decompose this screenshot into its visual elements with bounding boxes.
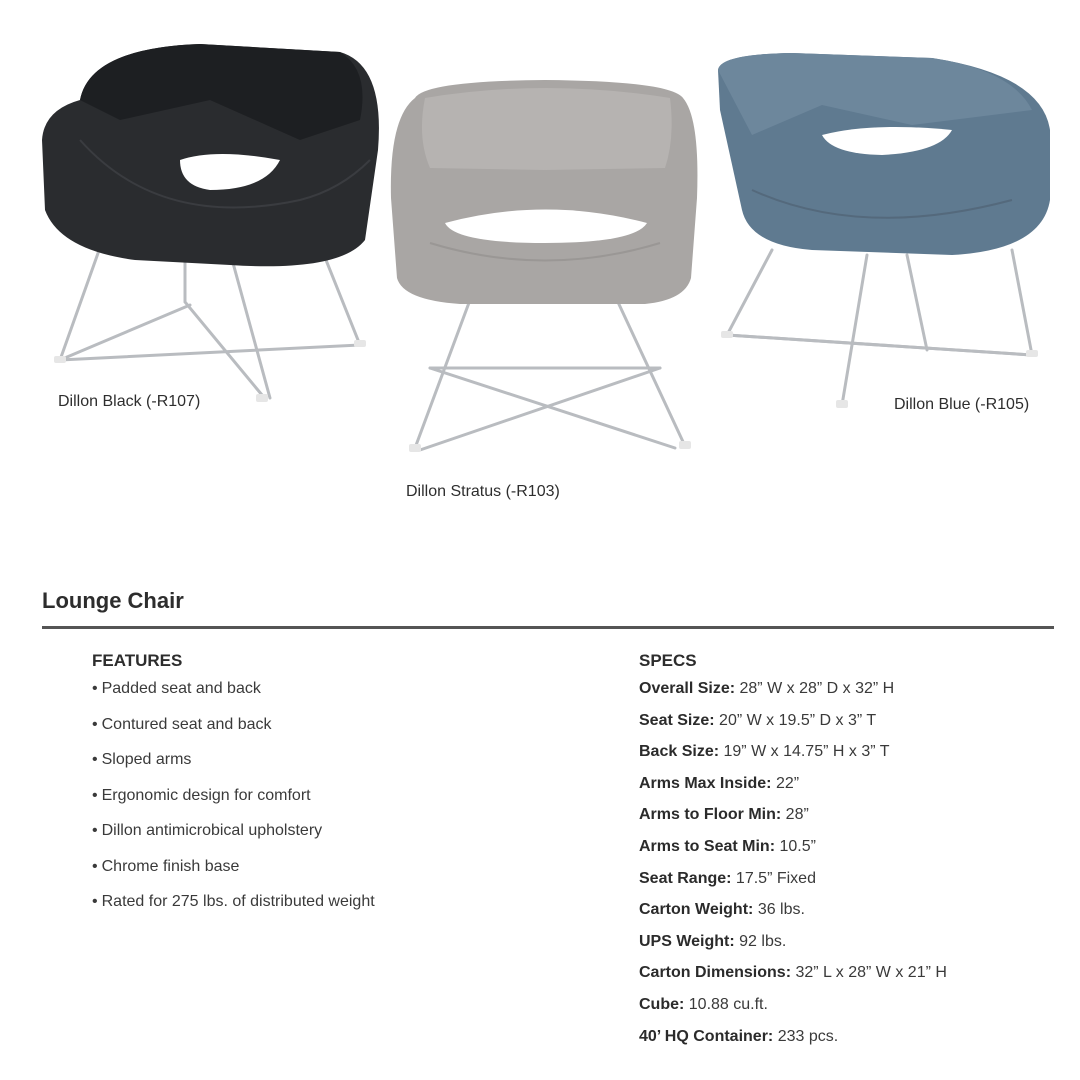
feature-item: • Contured seat and back bbox=[92, 715, 272, 733]
feature-item: • Ergonomic design for comfort bbox=[92, 786, 311, 804]
features-list bbox=[92, 679, 375, 928]
spec-row: Seat Size: 20” W x 19.5” D x 3” T bbox=[639, 711, 877, 729]
spec-row: Arms to Floor Min: 28” bbox=[639, 806, 809, 824]
specs-list bbox=[639, 679, 947, 1058]
caption-stratus: Dillon Stratus (-R103) bbox=[406, 483, 560, 500]
caption-blue: Dillon Blue (-R105) bbox=[894, 396, 1030, 413]
feature-item: • Chrome finish base bbox=[92, 857, 240, 875]
spec-row: 40’ HQ Container: 233 pcs. bbox=[639, 1027, 839, 1045]
feature-item: • Padded seat and back bbox=[92, 680, 261, 697]
section-divider bbox=[42, 626, 1054, 629]
spec-row: Seat Range: 17.5” Fixed bbox=[639, 869, 816, 887]
spec-row: Carton Dimensions: 32” L x 28” W x 21” H bbox=[639, 964, 947, 982]
feature-item: • Rated for 275 lbs. of distributed weight bbox=[92, 893, 375, 910]
section-title: Lounge Chair bbox=[42, 588, 184, 613]
feature-item: • Sloped arms bbox=[92, 751, 192, 768]
spec-row: Overall Size: 28” W x 28” D x 32” H bbox=[639, 680, 895, 697]
spec-row: Carton Weight: 36 lbs. bbox=[639, 901, 805, 919]
chair-image-black bbox=[40, 40, 385, 412]
caption-black: Dillon Black (-R107) bbox=[58, 393, 201, 410]
spec-row: Arms Max Inside: 22” bbox=[639, 774, 800, 792]
spec-row: UPS Weight: 92 lbs. bbox=[639, 932, 787, 950]
spec-row: Back Size: 19” W x 14.75” H x 3” T bbox=[639, 743, 890, 761]
spec-row: Arms to Seat Min: 10.5” bbox=[639, 837, 816, 855]
chair-image-stratus bbox=[385, 78, 705, 463]
specs-heading: SPECS bbox=[639, 651, 697, 670]
chair-image-blue bbox=[712, 50, 1057, 410]
feature-item: • Dillon antimicrobical upholstery bbox=[92, 822, 323, 839]
spec-row: Cube: 10.88 cu.ft. bbox=[639, 995, 768, 1013]
features-heading: FEATURES bbox=[92, 651, 183, 670]
